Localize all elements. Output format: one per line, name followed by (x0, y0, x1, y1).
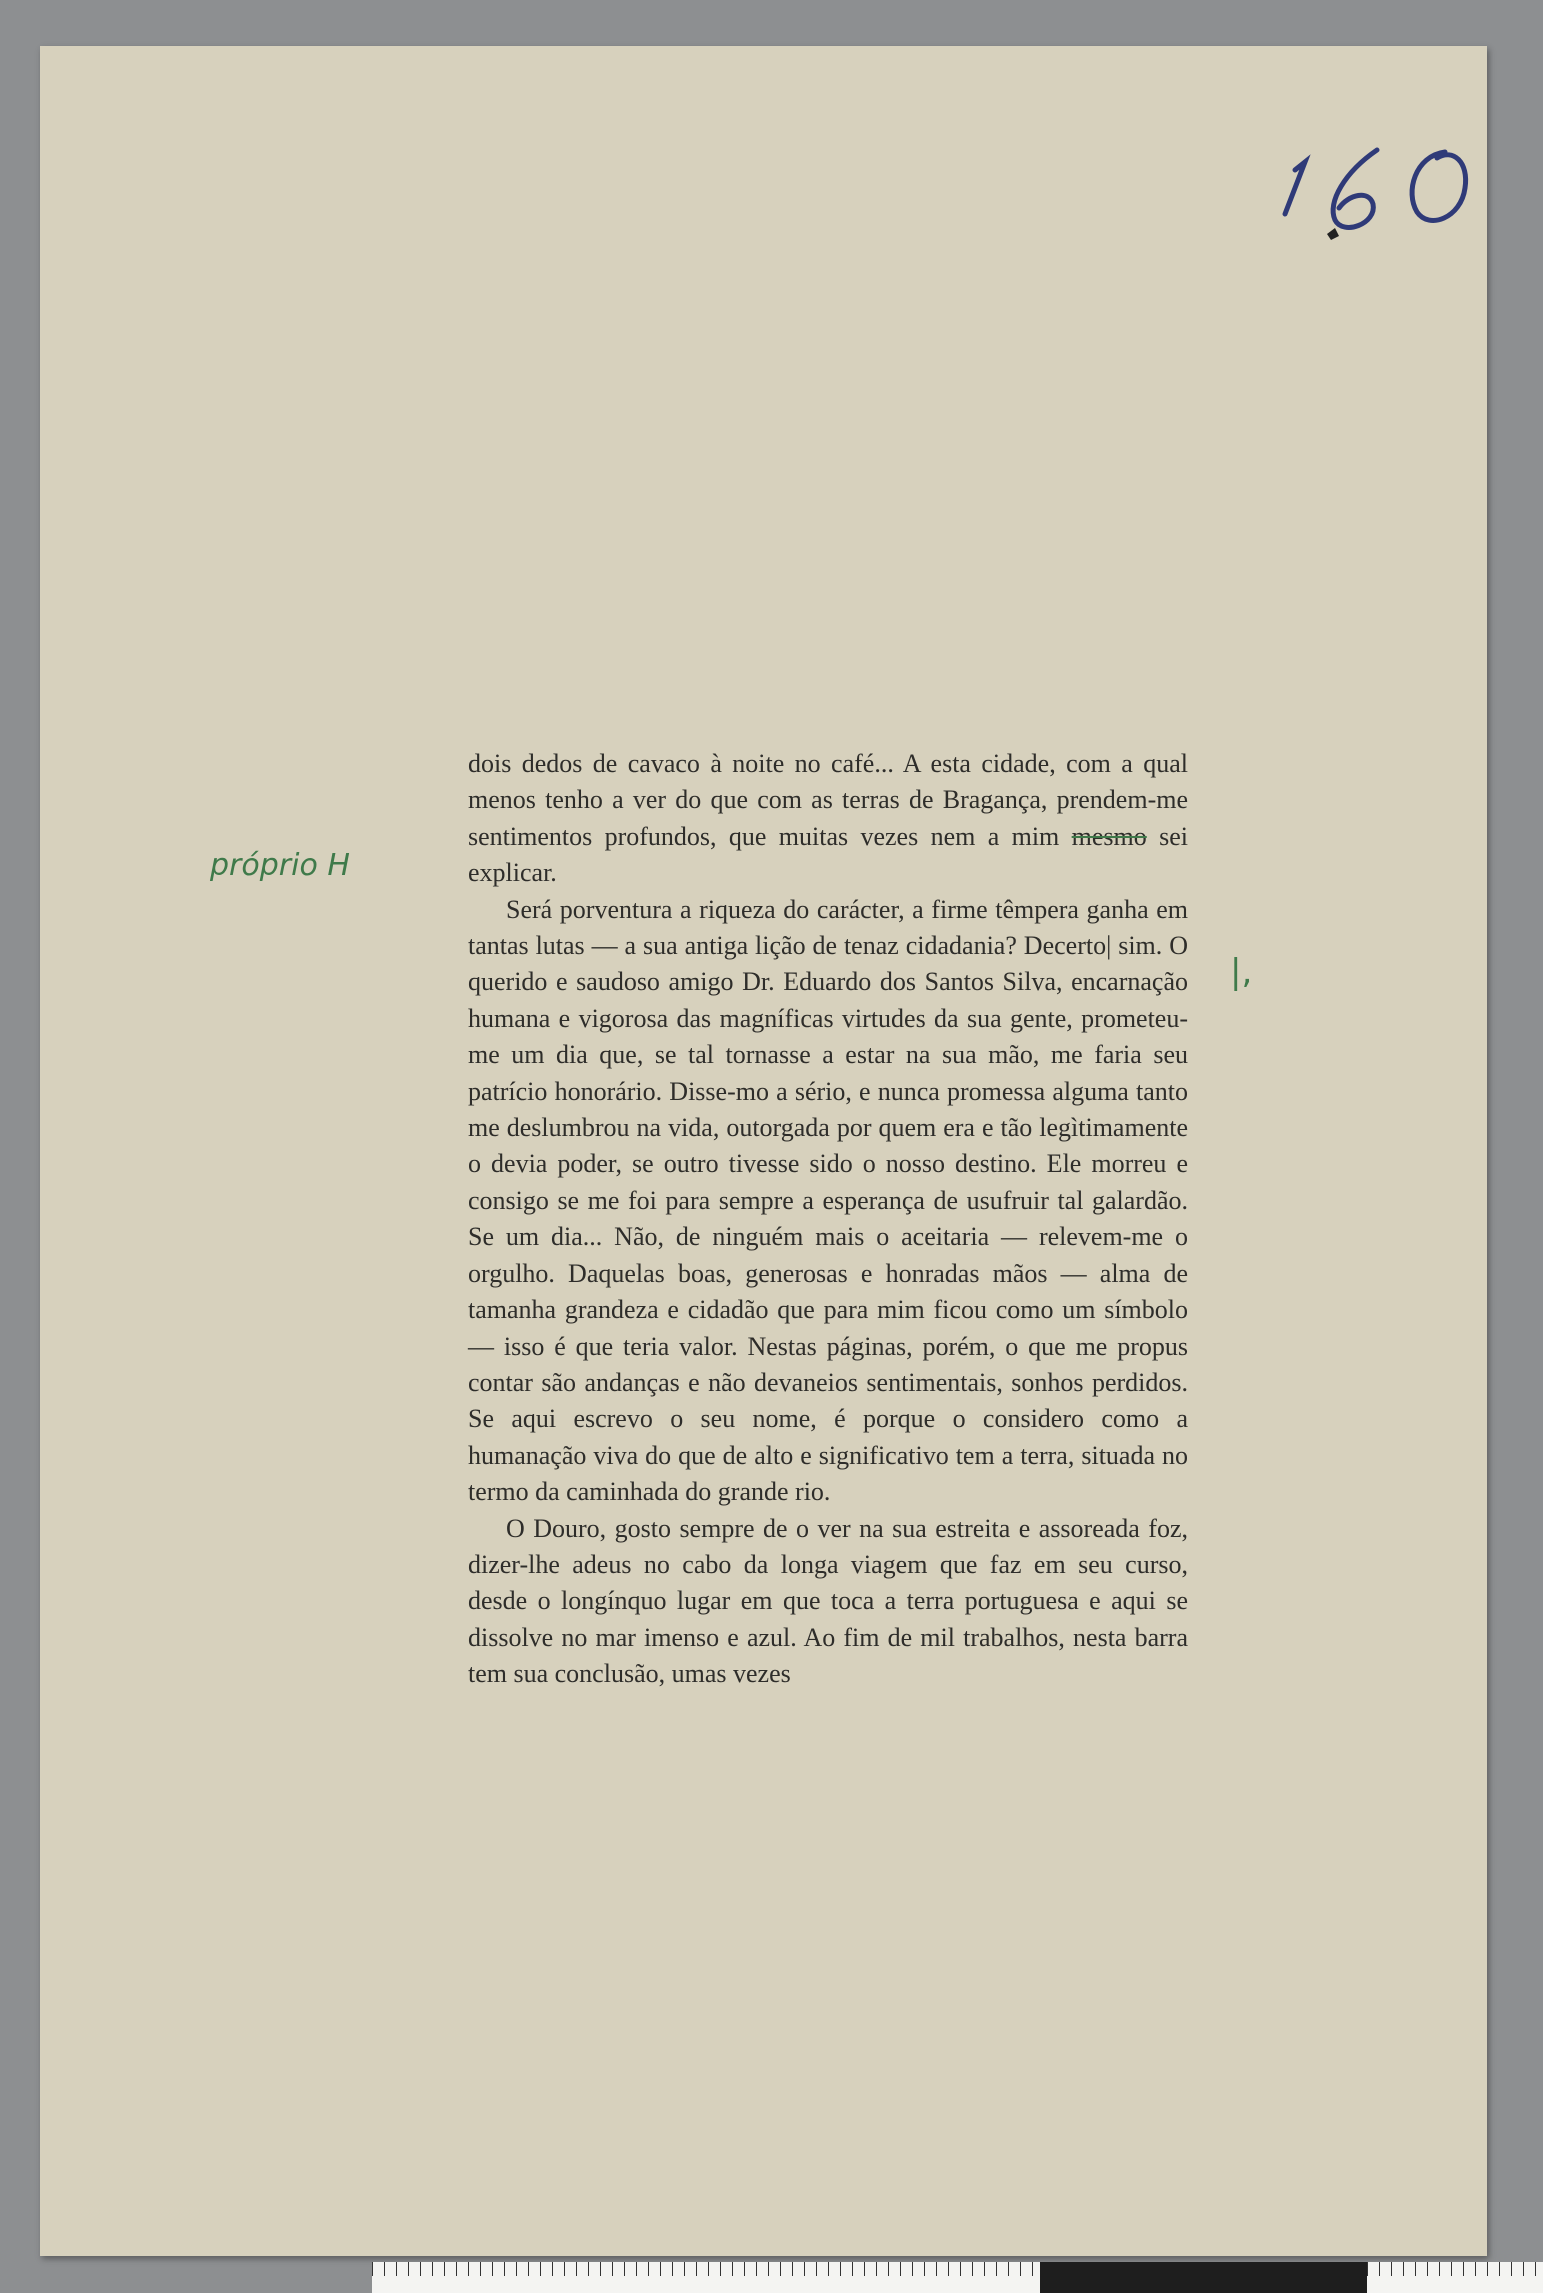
paragraph-3-text: O Douro, gosto sempre de o ver na sua estreita e assoreada foz, dizer-lhe adeus no cabo da longa viagem que faz em seu curso, desde o longínquo lugar em que toca a terra portuguesa e aqui se dissolve no mar imenso e azul. Ao fim de mil trabalhos, nesta barra tem sua conclusão, umas vezes (468, 1513, 1188, 1689)
body-text (468, 746, 1188, 1693)
scale-ruler (372, 2262, 1543, 2293)
paragraph-1-text-a: dois dedos de cavaco à noite no café... A esta cidade, com a qual menos tenho a ver do que com as terras de Bragança, prendem-me sentimentos profundos, que muitas vezes nem a mim (468, 749, 1188, 851)
paragraph-1-text-b: sei explicar. (468, 821, 1188, 888)
margin-note-left: próprio H (210, 848, 350, 883)
page-number-handwriting (1265, 132, 1495, 262)
paragraph-3 (468, 1511, 1188, 1693)
paragraph-2-text: Será porventura a riqueza do carácter, a firme têmpera ganha em tantas lutas — a sua antiga lição de tenaz cidadania? Decerto| sim. O querido e saudoso amigo Dr. Eduardo dos Santos Silva, encarnação humana e vigorosa das magníficas virtudes da sua gente, prometeu-me um dia que, se tal tornasse a estar na sua mão, me faria seu patrício honorário. Disse-mo a sério, e nunca promessa alguma tanto me deslumbrou na vida, outorgada por quem era e tão legìtimamente o devia poder, se outro tivesse sido o nosso destino. Ele morreu e consigo se me foi para sempre a esperança de usufruir tal galardão. Se um dia... Não, de ninguém mais o aceitaria — relevem-me o orgulho. Daquelas boas, generosas e honradas mãos — alma de tamanha grandeza e cidadão que para mim ficou como um símbolo — isso é que teria valor. Nestas páginas, porém, o que me propus contar são andanças e não devaneios sentimentais, sonhos perdidos. Se aqui escrevo o seu nome, é porque o considero como a humanação viva do que de alto e significativo tem a terra, situada no termo da caminhada do grande rio. (468, 894, 1188, 1507)
paragraph-1 (468, 746, 1188, 892)
ruler-black-segment (1040, 2262, 1367, 2293)
margin-note-right: |, (1230, 952, 1253, 992)
ruler-white-segment (372, 2262, 1040, 2293)
struck-word: mesmo (1071, 821, 1147, 851)
document-page (40, 46, 1487, 2256)
ruler-white-segment-2 (1367, 2262, 1543, 2293)
paragraph-2 (468, 892, 1188, 1511)
handwritten-page-number (1265, 132, 1495, 262)
